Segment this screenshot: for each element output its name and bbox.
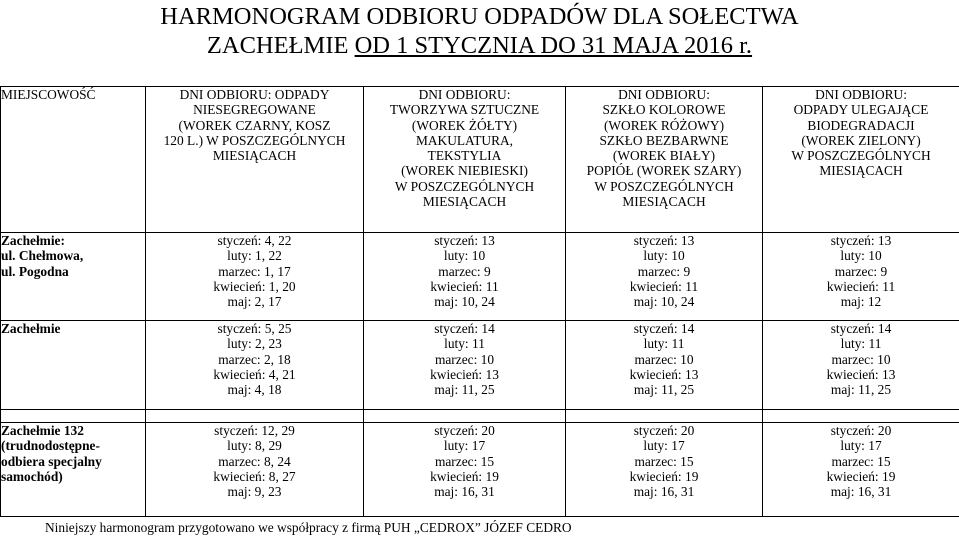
text-line: (WOREK ŻÓŁTY) <box>411 117 518 133</box>
footer-note: Niniejszy harmonogram przygotowano we współpracy z firmą PUH „CEDROX” JÓZEF CEDRO <box>45 520 572 535</box>
text-line: SZKŁO BEZBARWNE <box>599 132 729 148</box>
table-row <box>1 233 959 321</box>
text-line: luty: 11 <box>444 336 485 352</box>
text-line: styczeń: 12, 29 <box>214 423 295 438</box>
text-line: DNI ODBIORU: <box>418 87 511 102</box>
header-row <box>1 87 959 233</box>
mixed-dates-a <box>146 233 364 321</box>
title-line-1: HARMONOGRAM ODBIORU ODPADÓW DLA SOŁECTWA <box>160 3 799 30</box>
title-line-2 <box>0 31 959 60</box>
text-line: maj: 4, 18 <box>227 382 282 398</box>
text-line: maj: 2, 17 <box>227 294 282 310</box>
text-line: luty: 10 <box>643 248 685 264</box>
text-line: (WOREK RÓŻOWY) <box>603 117 725 133</box>
text-line: (WOREK BIAŁY) <box>612 148 716 164</box>
text-line: kwiecień: 11 <box>430 278 499 294</box>
text-line: W POSZCZEGÓLNYCH <box>791 148 931 164</box>
text-line: styczeń: 5, 25 <box>217 321 292 336</box>
glass-dates-b <box>566 321 763 410</box>
text-line: kwiecień: 19 <box>629 468 699 484</box>
location-chelmowa-pogodna <box>1 233 146 321</box>
text-line: TWORZYWA SZTUCZNE <box>389 102 540 118</box>
table-row <box>1 321 959 410</box>
text-line: kwiecień: 13 <box>430 366 499 382</box>
text-line: odbiera specjalny <box>1 453 102 469</box>
text-line: kwiecień: 13 <box>629 366 699 382</box>
text-line: TEKSTYLIA <box>427 148 502 164</box>
text-line: kwiecień: 13 <box>826 366 896 382</box>
text-line: (WOREK ZIELONY) <box>801 132 921 148</box>
text-line: maj: 11, 25 <box>633 382 695 398</box>
header-bio-waste <box>763 87 959 233</box>
text-line: luty: 11 <box>643 336 685 352</box>
text-line: POPIÓŁ (WOREK SZARY) <box>586 163 742 179</box>
text-line: maj: 16, 31 <box>434 484 495 500</box>
glass-dates-132 <box>566 423 763 517</box>
text-line: ul. Chełmowa, <box>1 248 84 264</box>
text-line: styczeń: 14 <box>633 321 695 336</box>
text-line: DNI ODBIORU: ODPADY <box>179 87 330 102</box>
text-line: MIESIĄCACH <box>212 148 297 164</box>
text-line: luty: 17 <box>840 438 882 454</box>
table-row <box>1 423 959 517</box>
text-line: luty: 2, 23 <box>227 336 282 352</box>
title-line-2-prefix: ZACHEŁMIE <box>206 32 355 59</box>
text-line: styczeń: 13 <box>434 233 495 248</box>
text-line: maj: 10, 24 <box>434 294 495 310</box>
text-line: marzec: 10 <box>634 351 694 367</box>
text-line: marzec: 8, 24 <box>218 453 291 469</box>
text-line: luty: 8, 29 <box>227 438 282 454</box>
spacer-cell <box>566 410 763 423</box>
mixed-dates-132 <box>146 423 364 517</box>
glass-dates-a <box>566 233 763 321</box>
text-line: 120 L.) W POSZCZEGÓLNYCH <box>163 132 346 148</box>
title-date-range: OD 1 STYCZNIA DO 31 MAJA 2016 r. <box>354 32 753 59</box>
text-line: ODPADY ULEGAJĄCE <box>793 102 929 118</box>
bio-dates-a <box>763 233 959 321</box>
text-line: Zachełmie: <box>1 233 65 248</box>
text-line: maj: 12 <box>840 294 882 310</box>
text-line: luty: 1, 22 <box>227 248 282 264</box>
text-line: kwiecień: 19 <box>826 468 896 484</box>
text-line: BIODEGRADACJI <box>807 117 915 133</box>
text-line: MIESIĄCACH <box>819 163 903 179</box>
text-line: maj: 11, 25 <box>830 382 892 398</box>
spacer-cell <box>146 410 364 423</box>
text-line: Zachełmie <box>1 321 61 336</box>
text-line: SZKŁO KOLOROWE <box>602 102 726 118</box>
mixed-dates-b <box>146 321 364 410</box>
text-line: maj: 10, 24 <box>633 294 695 310</box>
text-line: kwiecień: 4, 21 <box>213 366 296 382</box>
spacer-cell <box>364 410 566 423</box>
text-line: kwiecień: 11 <box>826 278 896 294</box>
text-line: styczeń: 20 <box>830 423 892 438</box>
plastic-dates-132 <box>364 423 566 517</box>
text-line: maj: 11, 25 <box>434 382 495 398</box>
text-line: marzec: 15 <box>434 453 495 469</box>
bio-dates-132 <box>763 423 959 517</box>
spacer-row <box>1 410 959 423</box>
location-zachelmie <box>1 321 146 410</box>
spacer-cell <box>1 410 146 423</box>
text-line: DNI ODBIORU: <box>815 87 907 102</box>
text-line: (WOREK NIEBIESKI) <box>401 163 528 179</box>
text-line: MIESIĄCACH <box>622 194 706 210</box>
text-line: W POSZCZEGÓLNYCH <box>394 178 535 194</box>
text-line: DNI ODBIORU: <box>618 87 710 102</box>
text-line: marzec: 10 <box>831 351 891 367</box>
text-line: (trudnodostępne- <box>1 438 100 454</box>
text-line: MIESIĄCACH <box>422 194 507 210</box>
text-line: kwiecień: 8, 27 <box>213 468 296 484</box>
text-line: luty: 10 <box>840 248 882 264</box>
plastic-dates-b <box>364 321 566 410</box>
schedule-table <box>0 86 959 517</box>
text-line: ul. Pogodna <box>1 263 69 279</box>
text-line: styczeń: 14 <box>434 321 495 336</box>
text-line: marzec: 9 <box>834 263 888 279</box>
text-line: luty: 17 <box>443 438 486 454</box>
plastic-dates-a <box>364 233 566 321</box>
header-glass-ash <box>566 87 763 233</box>
text-line: marzec: 2, 18 <box>218 351 291 367</box>
document-title <box>0 2 959 60</box>
header-location: MIEJSCOWOŚĆ <box>1 87 146 233</box>
bio-dates-b <box>763 321 959 410</box>
text-line: NIESEGREGOWANE <box>193 102 316 118</box>
text-line: samochód) <box>1 468 63 484</box>
text-line: Zachełmie 132 <box>1 423 84 438</box>
text-line: styczeń: 13 <box>633 233 695 248</box>
text-line: kwiecień: 11 <box>629 278 699 294</box>
text-line: luty: 10 <box>443 248 486 264</box>
text-line: marzec: 1, 17 <box>218 263 291 279</box>
spacer-cell <box>763 410 959 423</box>
text-line: MAKULATURA, <box>415 132 514 148</box>
text-line: maj: 16, 31 <box>633 484 695 500</box>
location-zachelmie-132 <box>1 423 146 517</box>
text-line: luty: 11 <box>840 336 882 352</box>
text-line: marzec: 10 <box>434 351 495 367</box>
text-line: luty: 17 <box>643 438 685 454</box>
text-line: W POSZCZEGÓLNYCH <box>594 178 734 194</box>
text-line: maj: 9, 23 <box>227 484 282 500</box>
header-mixed-waste <box>146 87 364 233</box>
text-line: marzec: 15 <box>831 453 891 469</box>
text-line: styczeń: 20 <box>633 423 695 438</box>
text-line: marzec: 15 <box>634 453 694 469</box>
text-line: styczeń: 4, 22 <box>217 233 292 248</box>
text-line: styczeń: 14 <box>830 321 892 336</box>
text-line: marzec: 9 <box>438 263 491 279</box>
text-line: maj: 16, 31 <box>830 484 892 500</box>
text-line: styczeń: 20 <box>434 423 495 438</box>
text-line: kwiecień: 1, 20 <box>213 278 296 294</box>
text-line: styczeń: 13 <box>830 233 892 248</box>
text-line: kwiecień: 19 <box>430 468 499 484</box>
header-plastic-paper <box>364 87 566 233</box>
text-line: (WOREK CZARNY, KOSZ <box>178 117 331 133</box>
text-line: marzec: 9 <box>637 263 691 279</box>
